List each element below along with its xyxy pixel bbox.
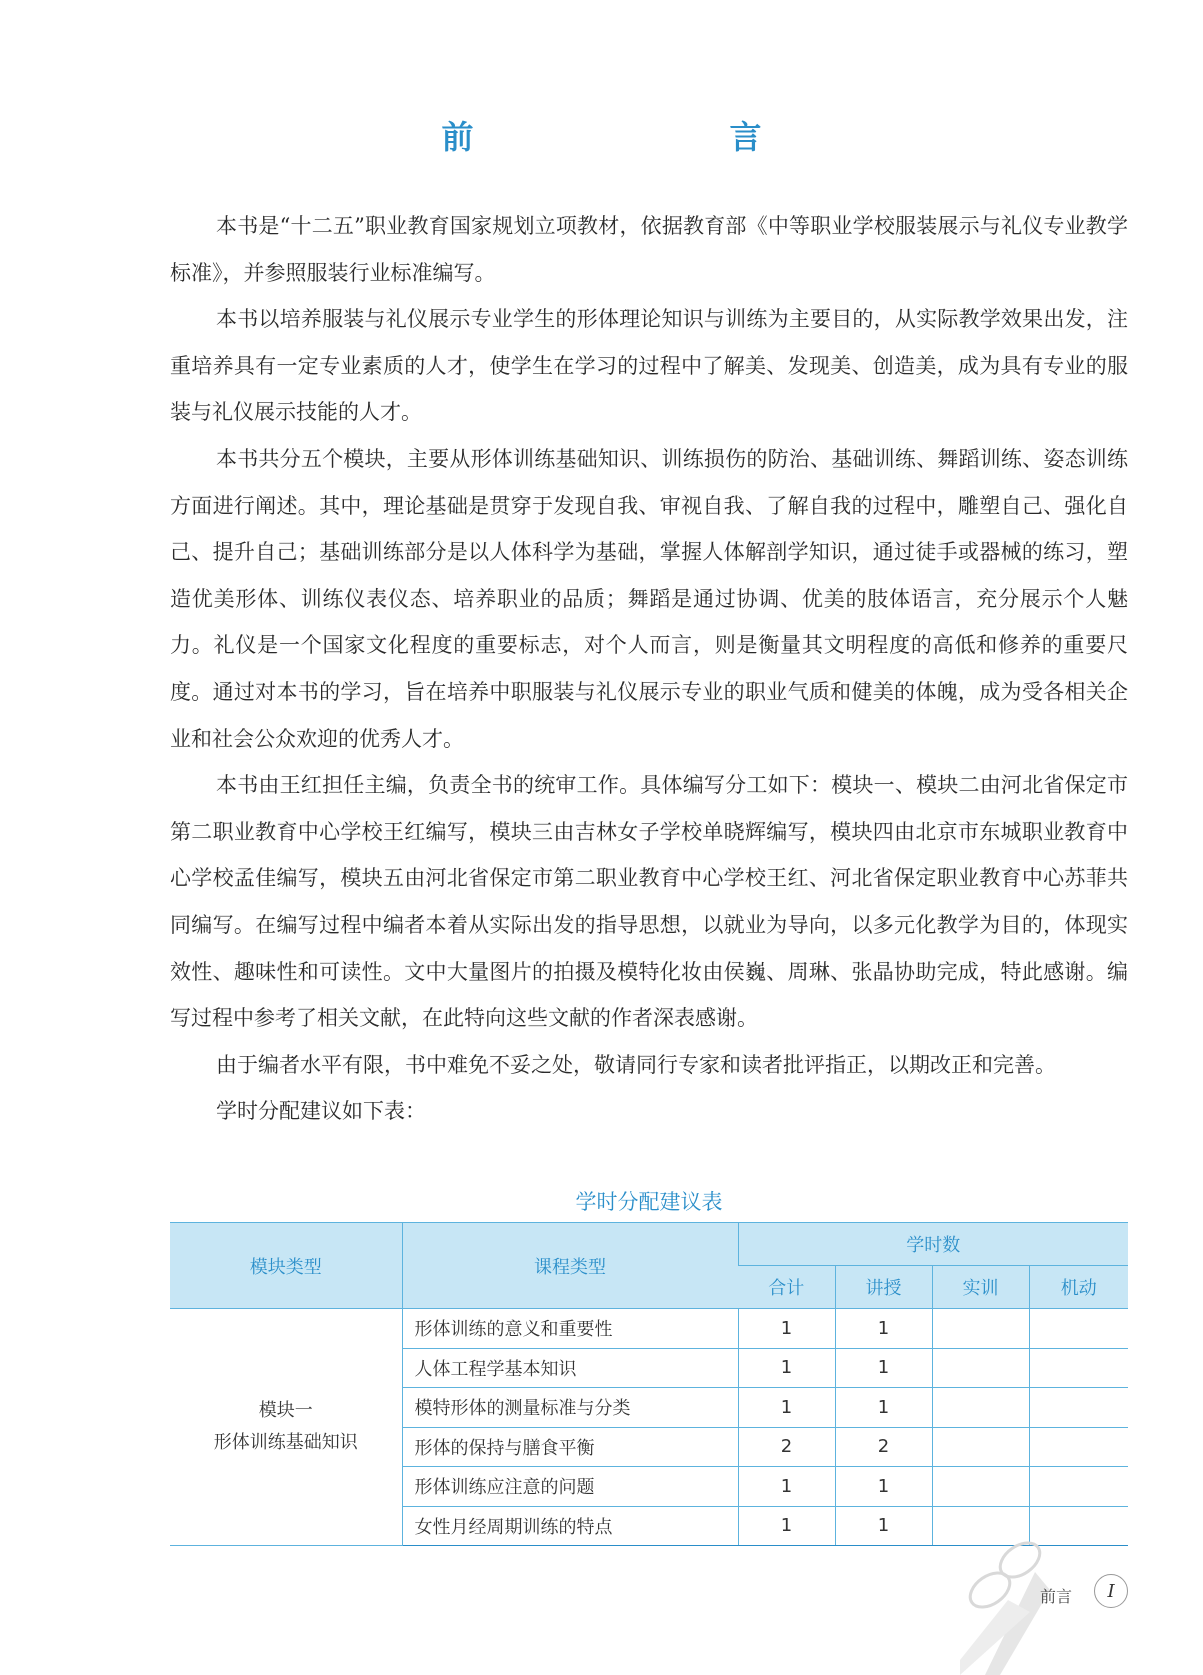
course-cell: 形体的保持与膳食平衡 bbox=[402, 1427, 738, 1467]
paragraph-apology: 由于编者水平有限，书中难免不妥之处，敬请同行专家和读者批评指正，以期改正和完善。 bbox=[216, 1052, 1056, 1077]
page-title: 前 言 bbox=[441, 118, 826, 156]
header-module-type: 模块类型 bbox=[170, 1223, 402, 1309]
total-cell: 1 bbox=[738, 1506, 835, 1546]
flexible-cell bbox=[1029, 1348, 1128, 1388]
module-name: 形体训练基础知识 bbox=[213, 1432, 358, 1453]
lecture-cell: 1 bbox=[835, 1309, 932, 1349]
practice-cell bbox=[932, 1348, 1029, 1388]
practice-cell bbox=[932, 1427, 1029, 1467]
practice-cell bbox=[932, 1467, 1029, 1507]
lecture-cell: 1 bbox=[835, 1348, 932, 1388]
table-row bbox=[170, 1309, 1128, 1349]
header-hours: 学时数 bbox=[738, 1223, 1128, 1266]
course-cell: 女性月经周期训练的特点 bbox=[402, 1506, 738, 1546]
course-cell: 人体工程学基本知识 bbox=[402, 1348, 738, 1388]
total-cell: 1 bbox=[738, 1348, 835, 1388]
paragraph-authors: 本书由王红担任主编，负责全书的统审工作。具体编写分工如下：模块一、模块二由河北省保定市第二职业教育中心学校王红编写，模块三由吉林女子学校单晓辉编写，模块四由北京市东城职业教育中心学校孟佳编写，模块五由河北省保定市第二职业教育中心学校王红、河北省保定职业教育中心苏菲共同编写。在编写过程中编者本着从实际出发的指导思想，以就业为导向，以多元化教学为目的，体现实效性、趣味性和可读性。文中大量图片的拍摄及模特化妆由侯巍、周琳、张晶协助完成，特此感谢。编写过程中参考了相关文献，在此特向这些文献的作者深表感谢。 bbox=[170, 773, 1128, 1031]
total-cell: 1 bbox=[738, 1467, 835, 1507]
header-practice: 实训 bbox=[932, 1266, 1029, 1309]
flexible-cell bbox=[1029, 1427, 1128, 1467]
course-cell: 模特形体的测量标准与分类 bbox=[402, 1388, 738, 1428]
hours-table bbox=[170, 1222, 1128, 1546]
flexible-cell bbox=[1029, 1467, 1128, 1507]
course-cell: 形体训练的意义和重要性 bbox=[402, 1309, 738, 1349]
paragraph-table-intro: 学时分配建议如下表： bbox=[216, 1099, 426, 1124]
lecture-cell: 1 bbox=[835, 1467, 932, 1507]
flexible-cell bbox=[1029, 1388, 1128, 1428]
total-cell: 2 bbox=[738, 1427, 835, 1467]
practice-cell bbox=[932, 1388, 1029, 1428]
course-cell: 形体训练应注意的问题 bbox=[402, 1467, 738, 1507]
header-total: 合计 bbox=[738, 1266, 835, 1309]
paragraph-structure: 本书共分五个模块，主要从形体训练基础知识、训练损伤的防治、基础训练、舞蹈训练、姿态训练方面进行阐述。其中，理论基础是贯穿于发现自我、审视自我、了解自我的过程中，雕塑自己、强化自己、提升自己；基础训练部分是以人体科学为基础，掌握人体解剖学知识，通过徒手或器械的练习，塑造优美形体、训练仪表仪态、培养职业的品质；舞蹈是通过协调、优美的肢体语言，充分展示个人魅力。礼仪是一个国家文化程度的重要标志，对个人而言，则是衡量其文明程度的高低和修养的重要尺度。通过对本书的学习，旨在培养中职服装与礼仪展示专业的职业气质和健美的体魄，成为受各相关企业和社会公众欢迎的优秀人才。 bbox=[170, 446, 1128, 751]
lecture-cell: 2 bbox=[835, 1427, 932, 1467]
table-caption: 学时分配建议表 bbox=[575, 1190, 723, 1214]
running-footer-label: 前言 bbox=[1040, 1587, 1073, 1606]
preface-body bbox=[170, 203, 1128, 1135]
module-code: 模块一 bbox=[258, 1400, 313, 1421]
total-cell: 1 bbox=[738, 1388, 835, 1428]
page-number: I bbox=[1094, 1574, 1128, 1608]
header-course-type: 课程类型 bbox=[402, 1223, 738, 1309]
paragraph-purpose: 本书以培养服装与礼仪展示专业学生的形体理论知识与训练为主要目的，从实际教学效果出发，注重培养具有一定专业素质的人才，使学生在学习的过程中了解美、发现美、创造美，成为具有专业的服装与礼仪展示技能的人才。 bbox=[170, 307, 1128, 425]
flexible-cell bbox=[1029, 1309, 1128, 1349]
paragraph-intro: 本书是“十二五”职业教育国家规划立项教材，依据教育部《中等职业学校服装展示与礼仪专业教学标准》，并参照服装行业标准编写。 bbox=[170, 214, 1128, 285]
header-lecture: 讲授 bbox=[835, 1266, 932, 1309]
header-flexible: 机动 bbox=[1029, 1266, 1128, 1309]
scissors-icon bbox=[960, 1520, 1203, 1675]
module-cell bbox=[170, 1309, 402, 1546]
total-cell: 1 bbox=[738, 1309, 835, 1349]
lecture-cell: 1 bbox=[835, 1506, 932, 1546]
lecture-cell: 1 bbox=[835, 1388, 932, 1428]
table-header-row bbox=[170, 1223, 1128, 1266]
practice-cell bbox=[932, 1309, 1029, 1349]
